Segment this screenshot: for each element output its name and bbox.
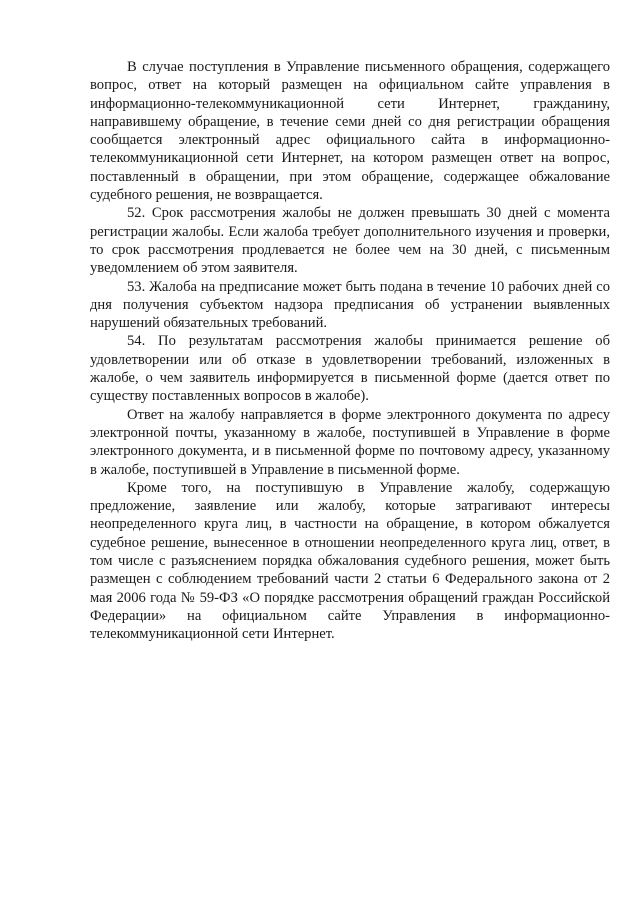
paragraph-public-interest: Кроме того, на поступившую в Управление жалобу, содержащую предложение, заявление или жалобу, которые затрагивают интересы неопределенного круга лиц, в частности на обращение, в котором обжалуется судебное решение, вынесенное в отношении неопределенного круга лиц, ответ, в том числе с разъяснением порядка обжалования судебного решения, может быть размещен с соблюдением требований части 2 статьи 6 Федерального закона от 2 мая 2006 года № 59-ФЗ «О порядке рассмотрения обращений граждан Российской Федерации» на официальном сайте Управления в информационно-телекоммуникационной сети Интернет. [90,479,610,643]
paragraph-reply-delivery: Ответ на жалобу направляется в форме электронного документа по адресу электронной почты, указанному в жалобе, поступившей в Управление в форме электронного документа, и в письменной форме по почтовому адресу, указанному в жалобе, поступившей в Управление в письменной форме. [90,406,610,478]
paragraph-website-answer: В случае поступления в Управление письменного обращения, содержащего вопрос, ответ на который размещен на официальном сайте управления в информационно-телекоммуникационной сети Интернет, гражданину, направившему обращение, в течение семи дней со дня регистрации обращения сообщается электронный адрес официального сайта в информационно-телекоммуникационной сети Интернет, на котором размещен ответ на вопрос, поставленный в обращении, при этом обращение, содержащее обжалование судебного решения, не возвращается. [90,59,610,204]
paragraph-52-review-term: 52. Срок рассмотрения жалобы не должен превышать 30 дней с момента регистрации жалобы. Если жалоба требует дополнительного изучения и проверки, то срок рассмотрения продлевается не более чем на 30 дней, с письменным уведомлением об этом заявителя. [90,205,610,277]
paragraph-54-decision: 54. По результатам рассмотрения жалобы принимается решение об удовлетворении или об отказе в удовлетворении требований, изложенных в жалобе, о чем заявитель информируется в письменной форме (дается ответ по существу поставленных вопросов в жалобе). [90,333,610,405]
paragraph-53-order-complaint: 53. Жалоба на предписание может быть подана в течение 10 рабочих дней со дня получения субъектом надзора предписания об устранении выявленных нарушений обязательных требований. [90,278,610,332]
document-body [90,58,610,644]
